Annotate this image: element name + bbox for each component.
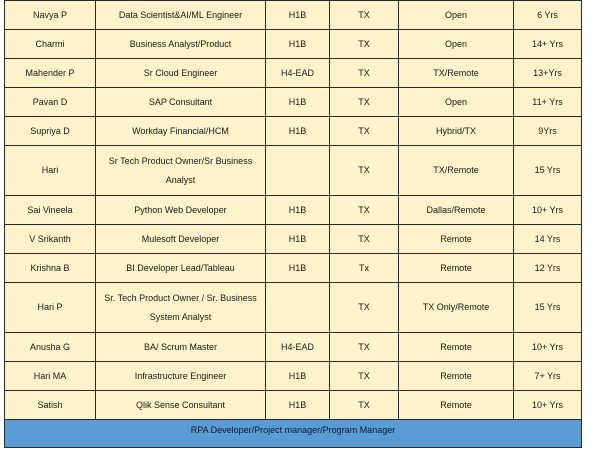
candidate-location: Remote bbox=[399, 225, 514, 254]
candidate-name: Charmi bbox=[5, 30, 96, 59]
candidate-visa: H1B bbox=[266, 1, 330, 30]
candidate-name: Hari bbox=[5, 146, 96, 196]
candidate-visa: H1B bbox=[266, 88, 330, 117]
table-row bbox=[5, 59, 582, 88]
candidate-visa: H1B bbox=[266, 117, 330, 146]
table-row bbox=[5, 30, 582, 59]
candidate-name: Mahender P bbox=[5, 59, 96, 88]
candidate-state: TX bbox=[330, 283, 399, 333]
candidate-experience: 10+ Yrs bbox=[514, 333, 582, 362]
candidate-role: Mulesoft Developer bbox=[96, 225, 266, 254]
candidate-name: Anusha G bbox=[5, 333, 96, 362]
table-row bbox=[5, 283, 582, 333]
candidate-visa: H4-EAD bbox=[266, 59, 330, 88]
candidate-name: Navya P bbox=[5, 1, 96, 30]
section-header-row bbox=[5, 420, 582, 448]
candidate-state: TX bbox=[330, 362, 399, 391]
candidate-role: SAP Consultant bbox=[96, 88, 266, 117]
candidate-state: Tx bbox=[330, 254, 399, 283]
candidate-location: Open bbox=[399, 88, 514, 117]
candidate-location: TX/Remote bbox=[399, 59, 514, 88]
table-row bbox=[5, 196, 582, 225]
candidate-experience: 12 Yrs bbox=[514, 254, 582, 283]
candidate-visa: H1B bbox=[266, 362, 330, 391]
table-row bbox=[5, 362, 582, 391]
candidate-location: TX Only/Remote bbox=[399, 283, 514, 333]
table-row bbox=[5, 333, 582, 362]
candidate-experience: 14 Yrs bbox=[514, 225, 582, 254]
candidate-name: Krishna B bbox=[5, 254, 96, 283]
candidate-experience: 13+Yrs bbox=[514, 59, 582, 88]
candidate-role: Sr. Tech Product Owner / Sr. Business System Analyst bbox=[96, 283, 266, 333]
candidate-experience: 9Yrs bbox=[514, 117, 582, 146]
section-header-label: RPA Developer/Project manager/Program Manager bbox=[5, 420, 582, 448]
candidate-experience: 15 Yrs bbox=[514, 146, 582, 196]
candidate-name: Hari MA bbox=[5, 362, 96, 391]
candidate-state: TX bbox=[330, 30, 399, 59]
table-row bbox=[5, 391, 582, 420]
candidate-table bbox=[4, 0, 582, 448]
candidate-location: Open bbox=[399, 1, 514, 30]
table-row bbox=[5, 146, 582, 196]
candidate-experience: 10+ Yrs bbox=[514, 196, 582, 225]
candidate-state: TX bbox=[330, 117, 399, 146]
candidate-state: TX bbox=[330, 333, 399, 362]
candidate-location: Remote bbox=[399, 333, 514, 362]
candidate-visa: H1B bbox=[266, 196, 330, 225]
candidate-location: Hybrid/TX bbox=[399, 117, 514, 146]
candidate-name: Satish bbox=[5, 391, 96, 420]
candidate-location: Remote bbox=[399, 362, 514, 391]
candidate-location: Remote bbox=[399, 254, 514, 283]
candidate-experience: 14+ Yrs bbox=[514, 30, 582, 59]
candidate-state: TX bbox=[330, 225, 399, 254]
candidate-state: TX bbox=[330, 1, 399, 30]
candidate-visa: H1B bbox=[266, 391, 330, 420]
candidate-experience: 6 Yrs bbox=[514, 1, 582, 30]
candidate-role: Sr Cloud Engineer bbox=[96, 59, 266, 88]
candidate-experience: 10+ Yrs bbox=[514, 391, 582, 420]
table-row bbox=[5, 225, 582, 254]
candidate-role: Infrastructure Engineer bbox=[96, 362, 266, 391]
candidate-visa bbox=[266, 146, 330, 196]
candidate-state: TX bbox=[330, 146, 399, 196]
candidate-role: BA/ Scrum Master bbox=[96, 333, 266, 362]
candidate-hotlist-sheet bbox=[4, 0, 581, 448]
candidate-visa: H1B bbox=[266, 254, 330, 283]
candidate-experience: 7+ Yrs bbox=[514, 362, 582, 391]
candidate-experience: 15 Yrs bbox=[514, 283, 582, 333]
candidate-location: Dallas/Remote bbox=[399, 196, 514, 225]
candidate-role: Python Web Developer bbox=[96, 196, 266, 225]
candidate-visa: H1B bbox=[266, 30, 330, 59]
candidate-state: TX bbox=[330, 88, 399, 117]
candidate-name: Hari P bbox=[5, 283, 96, 333]
candidate-location: TX/Remote bbox=[399, 146, 514, 196]
candidate-role: Data Scientist&AI/ML Engineer bbox=[96, 1, 266, 30]
candidate-role: Qlik Sense Consultant bbox=[96, 391, 266, 420]
candidate-visa: H1B bbox=[266, 225, 330, 254]
candidate-role: BI Developer Lead/Tableau bbox=[96, 254, 266, 283]
table-row bbox=[5, 117, 582, 146]
candidate-location: Remote bbox=[399, 391, 514, 420]
candidate-experience: 11+ Yrs bbox=[514, 88, 582, 117]
candidate-state: TX bbox=[330, 391, 399, 420]
candidate-name: Supriya D bbox=[5, 117, 96, 146]
candidate-role: Workday Financial/HCM bbox=[96, 117, 266, 146]
table-row bbox=[5, 254, 582, 283]
candidate-name: V Srikanth bbox=[5, 225, 96, 254]
table-row bbox=[5, 1, 582, 30]
candidate-name: Pavan D bbox=[5, 88, 96, 117]
table-row bbox=[5, 88, 582, 117]
candidate-location: Open bbox=[399, 30, 514, 59]
candidate-state: TX bbox=[330, 196, 399, 225]
candidate-role: Business Analyst/Product bbox=[96, 30, 266, 59]
candidate-name: Sai Vineela bbox=[5, 196, 96, 225]
candidate-role: Sr Tech Product Owner/Sr Business Analyst bbox=[96, 146, 266, 196]
candidate-state: TX bbox=[330, 59, 399, 88]
candidate-visa: H4-EAD bbox=[266, 333, 330, 362]
candidate-visa bbox=[266, 283, 330, 333]
